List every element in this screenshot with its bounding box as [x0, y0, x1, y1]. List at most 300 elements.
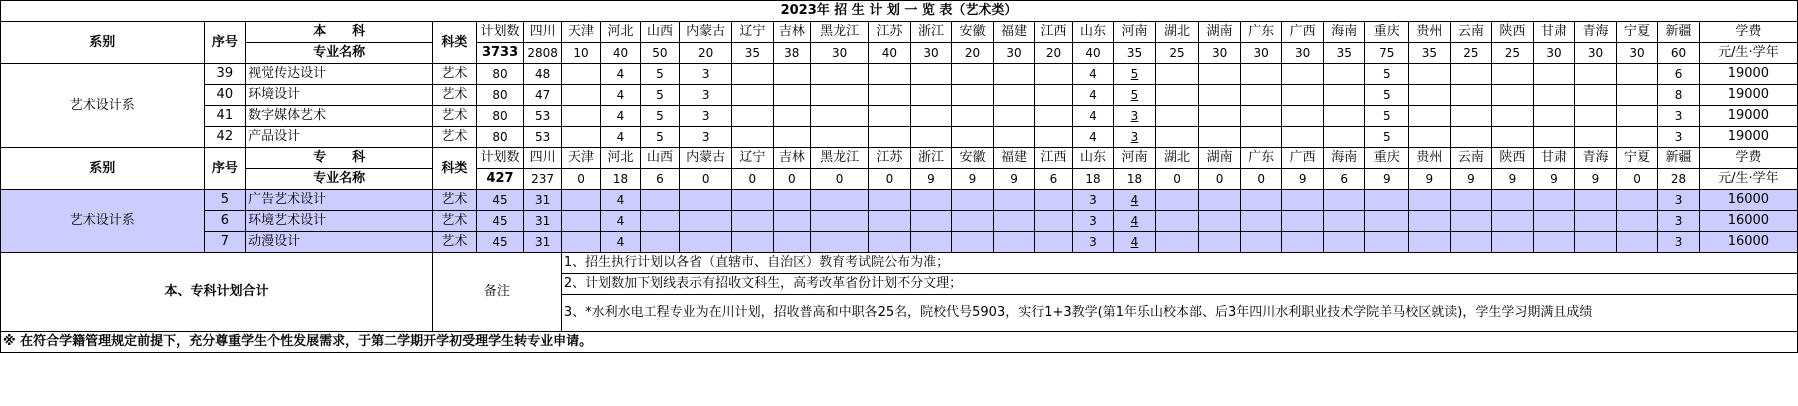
plan-cell	[1533, 127, 1575, 148]
plan-cell	[993, 64, 1035, 85]
total-cell: 0	[732, 169, 774, 190]
total-cell: 9	[952, 169, 994, 190]
plan-cell	[1492, 106, 1534, 127]
plan-cell	[1323, 190, 1365, 211]
total-cell: 18	[1114, 169, 1156, 190]
plan-cell	[910, 211, 952, 232]
category-cell: 艺术	[433, 106, 477, 127]
total-cell: 237	[524, 169, 561, 190]
province-header: 安徽	[952, 22, 994, 43]
bachelor-band-header: 本 科	[246, 22, 433, 43]
province-header: 浙江	[910, 22, 952, 43]
plan-cell	[811, 64, 869, 85]
plan-cell: 3	[1658, 190, 1700, 211]
plan-cell	[1323, 127, 1365, 148]
plan-cell	[1450, 64, 1492, 85]
department-cell: 艺术设计系	[1, 190, 205, 253]
seq-cell: 39	[204, 64, 246, 85]
total-cell: 0	[773, 169, 810, 190]
plan-cell	[1155, 127, 1199, 148]
total-cell: 30	[910, 43, 952, 64]
plan-cell: 4	[1072, 85, 1114, 106]
plan-cell	[1155, 211, 1199, 232]
plan-cell	[1199, 232, 1241, 253]
plan-cell	[1492, 232, 1534, 253]
plan-cell	[1616, 211, 1658, 232]
fee-cell: 16000	[1699, 211, 1797, 232]
plan-cell: 4	[601, 127, 640, 148]
major-name-cell: 数字媒体艺术	[246, 106, 433, 127]
province-header: 青海	[1575, 148, 1617, 169]
plan-cell	[869, 211, 911, 232]
total-cell: 25	[1492, 43, 1534, 64]
total-cell: 35	[1409, 43, 1451, 64]
plan-cell	[1035, 85, 1072, 106]
table-title: 2023年 招 生 计 划 一 览 表（艺术类）	[1, 1, 1798, 22]
plan-cell	[1155, 64, 1199, 85]
total-cell: 20	[1035, 43, 1072, 64]
category-header: 科类	[433, 22, 477, 64]
total-cell: 9	[1282, 169, 1324, 190]
province-header: 天津	[561, 22, 600, 43]
plan-cell: 4	[601, 211, 640, 232]
plan-cell: 8	[1658, 85, 1700, 106]
province-header: 内蒙古	[680, 22, 732, 43]
total-cell: 0	[1616, 169, 1658, 190]
plan-cell	[773, 232, 810, 253]
plan-cell: 4	[1114, 232, 1156, 253]
plan-cell	[1492, 211, 1534, 232]
province-header: 广东	[1240, 148, 1282, 169]
total-cell: 0	[1240, 169, 1282, 190]
plan-cell	[952, 106, 994, 127]
plan-cell	[952, 127, 994, 148]
total-cell: 18	[1072, 169, 1114, 190]
fee-cell: 19000	[1699, 64, 1797, 85]
total-cell: 0	[680, 169, 732, 190]
plan-cell	[811, 127, 869, 148]
table-row	[1, 85, 1798, 106]
province-header: 辽宁	[732, 22, 774, 43]
plan-cell: 3	[680, 127, 732, 148]
plan-count-header: 计划数	[476, 148, 524, 169]
plan-cell	[1155, 85, 1199, 106]
plan-cell: 3	[680, 85, 732, 106]
plan-cell	[1282, 232, 1324, 253]
total-cell: 35	[1114, 43, 1156, 64]
plan-cell	[680, 232, 732, 253]
plan-cell	[1240, 211, 1282, 232]
plan-cell	[1199, 64, 1241, 85]
total-cell: 38	[773, 43, 810, 64]
plan-cell	[1616, 127, 1658, 148]
province-header: 河南	[1114, 148, 1156, 169]
plan-cell: 3	[680, 106, 732, 127]
plan-cell	[1365, 190, 1409, 211]
plan-cell	[869, 85, 911, 106]
plan-cell	[1533, 211, 1575, 232]
plan-cell	[1155, 106, 1199, 127]
plan-cell	[869, 127, 911, 148]
plan-cell	[952, 232, 994, 253]
plan-cell: 5	[640, 127, 679, 148]
remarks-label: 备注	[433, 253, 562, 332]
plan-cell: 45	[476, 190, 524, 211]
total-cell: 6	[1035, 169, 1072, 190]
plan-cell: 80	[476, 85, 524, 106]
plan-cell	[1616, 106, 1658, 127]
plan-cell	[1409, 232, 1451, 253]
province-header: 广东	[1240, 22, 1282, 43]
total-cell: 20	[952, 43, 994, 64]
plan-cell	[1155, 232, 1199, 253]
plan-cell	[773, 127, 810, 148]
plan-cell: 5	[1365, 106, 1409, 127]
tuition-unit-header: 元/生·学年	[1699, 43, 1797, 64]
total-cell: 9	[993, 169, 1035, 190]
plan-cell: 80	[476, 127, 524, 148]
province-header: 重庆	[1365, 148, 1409, 169]
plan-cell: 4	[1072, 106, 1114, 127]
plan-cell	[561, 211, 600, 232]
plan-cell: 31	[524, 211, 561, 232]
plan-cell	[1155, 190, 1199, 211]
plan-cell: 4	[601, 232, 640, 253]
plan-cell	[1450, 106, 1492, 127]
province-header: 黑龙江	[811, 22, 869, 43]
plan-cell	[993, 232, 1035, 253]
province-header: 云南	[1450, 148, 1492, 169]
plan-cell: 4	[1114, 190, 1156, 211]
plan-cell	[952, 85, 994, 106]
province-header: 宁夏	[1616, 22, 1658, 43]
province-header: 湖北	[1155, 148, 1199, 169]
major-name-cell: 产品设计	[246, 127, 433, 148]
category-cell: 艺术	[433, 190, 477, 211]
plan-cell: 80	[476, 106, 524, 127]
plan-cell	[773, 190, 810, 211]
province-header: 湖南	[1199, 148, 1241, 169]
plan-cell	[1575, 127, 1617, 148]
table-row	[1, 127, 1798, 148]
province-header: 黑龙江	[811, 148, 869, 169]
plan-cell	[1533, 232, 1575, 253]
province-header: 宁夏	[1616, 148, 1658, 169]
plan-cell	[1282, 64, 1324, 85]
province-header: 吉林	[773, 22, 810, 43]
plan-cell	[811, 232, 869, 253]
total-cell: 35	[732, 43, 774, 64]
province-header: 河南	[1114, 22, 1156, 43]
province-header: 海南	[1323, 148, 1365, 169]
major-name-header: 专业名称	[246, 43, 433, 64]
plan-cell	[1199, 211, 1241, 232]
plan-cell	[869, 232, 911, 253]
total-cell: 30	[1575, 43, 1617, 64]
plan-cell	[811, 85, 869, 106]
plan-cell: 31	[524, 190, 561, 211]
plan-cell: 5	[640, 106, 679, 127]
department-header: 系别	[1, 148, 205, 190]
plan-cell: 45	[476, 232, 524, 253]
plan-cell: 5	[1365, 85, 1409, 106]
total-cell: 0	[561, 169, 600, 190]
total-cell: 30	[811, 43, 869, 64]
plan-cell	[952, 190, 994, 211]
plan-cell	[561, 106, 600, 127]
major-name-cell: 广告艺术设计	[246, 190, 433, 211]
province-header: 四川	[524, 22, 561, 43]
plan-cell: 5	[640, 85, 679, 106]
plan-cell	[1616, 64, 1658, 85]
plan-cell	[1533, 85, 1575, 106]
plan-cell	[1199, 127, 1241, 148]
province-header: 江西	[1035, 148, 1072, 169]
plan-cell: 5	[1365, 127, 1409, 148]
tuition-unit-header: 元/生·学年	[1699, 169, 1797, 190]
plan-cell	[1450, 232, 1492, 253]
total-cell: 3733	[476, 43, 524, 64]
plan-cell: 53	[524, 127, 561, 148]
total-cell: 0	[1199, 169, 1241, 190]
plan-cell	[1199, 190, 1241, 211]
plan-cell: 4	[601, 190, 640, 211]
plan-cell	[1240, 190, 1282, 211]
province-header: 新疆	[1658, 148, 1700, 169]
province-header: 贵州	[1409, 148, 1451, 169]
province-header: 云南	[1450, 22, 1492, 43]
plan-cell	[1035, 190, 1072, 211]
plan-cell: 53	[524, 106, 561, 127]
plan-cell: 4	[601, 64, 640, 85]
plan-cell: 3	[1114, 127, 1156, 148]
plan-cell	[910, 232, 952, 253]
plan-cell	[561, 127, 600, 148]
province-header: 山西	[640, 22, 679, 43]
plan-count-header: 计划数	[476, 22, 524, 43]
total-cell: 75	[1365, 43, 1409, 64]
plan-cell	[1616, 190, 1658, 211]
plan-cell	[993, 85, 1035, 106]
table-row	[1, 232, 1798, 253]
plan-cell	[1035, 127, 1072, 148]
plan-cell	[1282, 85, 1324, 106]
province-header: 河北	[601, 148, 640, 169]
total-cell: 2808	[524, 43, 561, 64]
total-cell: 30	[1282, 43, 1324, 64]
plan-cell: 3	[1072, 190, 1114, 211]
plan-cell: 4	[601, 106, 640, 127]
total-cell: 50	[640, 43, 679, 64]
footer-note: ※ 在符合学籍管理规定前提下，充分尊重学生个性发展需求，于第二学期开学初受理学生转专业申请。	[1, 332, 1798, 353]
plan-cell	[1575, 106, 1617, 127]
remark-note: 3、*水利水电工程专业为在川计划，招收普高和中职各25名，院校代号5903，实行1+3教学(第1年乐山校本部、后3年四川水利职业技术学院羊马校区就读)，学生学习期满且成绩	[561, 295, 1797, 332]
plan-cell	[869, 190, 911, 211]
plan-cell	[1199, 106, 1241, 127]
plan-cell	[1409, 127, 1451, 148]
seq-cell: 41	[204, 106, 246, 127]
plan-cell	[561, 64, 600, 85]
province-header: 山东	[1072, 148, 1114, 169]
total-cell: 30	[1533, 43, 1575, 64]
plan-cell	[1450, 85, 1492, 106]
plan-summary-label: 本、专科计划合计	[1, 253, 433, 332]
plan-cell: 47	[524, 85, 561, 106]
plan-cell: 4	[1072, 127, 1114, 148]
plan-cell	[1533, 190, 1575, 211]
plan-cell	[732, 64, 774, 85]
remark-note: 1、招生执行计划以各省（直辖市、自治区）教育考试院公布为准；	[561, 253, 1797, 274]
category-cell: 艺术	[433, 64, 477, 85]
major-name-cell: 环境艺术设计	[246, 211, 433, 232]
fee-cell: 19000	[1699, 106, 1797, 127]
province-header: 江苏	[869, 22, 911, 43]
plan-cell	[640, 232, 679, 253]
plan-cell	[1616, 232, 1658, 253]
plan-cell	[773, 64, 810, 85]
plan-cell: 3	[1658, 106, 1700, 127]
table-row	[1, 211, 1798, 232]
fee-cell: 19000	[1699, 127, 1797, 148]
plan-cell	[993, 190, 1035, 211]
plan-cell	[869, 64, 911, 85]
plan-cell	[993, 106, 1035, 127]
department-header: 系别	[1, 22, 205, 64]
province-header: 广西	[1282, 148, 1324, 169]
total-cell: 6	[640, 169, 679, 190]
seq-header: 序号	[204, 22, 246, 64]
plan-cell: 3	[1072, 232, 1114, 253]
plan-cell	[732, 106, 774, 127]
province-header: 江苏	[869, 148, 911, 169]
total-cell: 9	[1365, 169, 1409, 190]
province-header: 贵州	[1409, 22, 1451, 43]
province-header: 青海	[1575, 22, 1617, 43]
province-header: 甘肃	[1533, 22, 1575, 43]
remark-note: 2、计划数加下划线表示有招收文科生，高考改革省份计划不分文理；	[561, 274, 1797, 295]
seq-cell: 5	[204, 190, 246, 211]
plan-cell	[1533, 106, 1575, 127]
plan-cell	[1409, 190, 1451, 211]
total-cell: 18	[601, 169, 640, 190]
seq-cell: 7	[204, 232, 246, 253]
plan-cell: 3	[680, 64, 732, 85]
department-cell: 艺术设计系	[1, 64, 205, 148]
plan-cell	[1575, 64, 1617, 85]
total-cell: 6	[1323, 169, 1365, 190]
category-cell: 艺术	[433, 211, 477, 232]
plan-cell	[1409, 64, 1451, 85]
total-cell: 0	[811, 169, 869, 190]
plan-cell	[1035, 64, 1072, 85]
plan-cell: 3	[1114, 106, 1156, 127]
plan-cell: 48	[524, 64, 561, 85]
total-cell: 9	[1575, 169, 1617, 190]
table-row	[1, 64, 1798, 85]
total-cell: 30	[1240, 43, 1282, 64]
plan-cell	[1409, 211, 1451, 232]
province-header: 新疆	[1658, 22, 1700, 43]
category-cell: 艺术	[433, 85, 477, 106]
plan-cell	[910, 85, 952, 106]
total-cell: 40	[601, 43, 640, 64]
category-cell: 艺术	[433, 232, 477, 253]
plan-cell	[1492, 127, 1534, 148]
province-header: 福建	[993, 22, 1035, 43]
plan-cell	[1365, 232, 1409, 253]
province-header: 内蒙古	[680, 148, 732, 169]
plan-cell	[773, 106, 810, 127]
fee-cell: 16000	[1699, 190, 1797, 211]
plan-cell	[561, 85, 600, 106]
plan-cell	[732, 211, 774, 232]
plan-cell	[1492, 85, 1534, 106]
plan-cell	[561, 190, 600, 211]
total-cell: 0	[869, 169, 911, 190]
total-cell: 60	[1658, 43, 1700, 64]
plan-cell	[1035, 211, 1072, 232]
total-cell: 9	[910, 169, 952, 190]
seq-cell: 6	[204, 211, 246, 232]
major-name-cell: 视觉传达设计	[246, 64, 433, 85]
plan-cell	[640, 190, 679, 211]
total-cell: 25	[1155, 43, 1199, 64]
province-header: 广西	[1282, 22, 1324, 43]
province-header: 天津	[561, 148, 600, 169]
plan-cell: 4	[601, 85, 640, 106]
category-cell: 艺术	[433, 127, 477, 148]
plan-cell	[1240, 232, 1282, 253]
plan-cell	[1323, 106, 1365, 127]
plan-cell: 5	[1114, 85, 1156, 106]
plan-cell	[1533, 64, 1575, 85]
total-cell: 9	[1492, 169, 1534, 190]
plan-cell	[1035, 232, 1072, 253]
province-header: 海南	[1323, 22, 1365, 43]
plan-cell: 45	[476, 211, 524, 232]
province-header: 吉林	[773, 148, 810, 169]
province-header: 湖北	[1155, 22, 1199, 43]
province-header: 山东	[1072, 22, 1114, 43]
plan-cell	[811, 106, 869, 127]
plan-cell	[1409, 85, 1451, 106]
province-header: 甘肃	[1533, 148, 1575, 169]
tuition-header: 学费	[1699, 148, 1797, 169]
plan-cell: 80	[476, 64, 524, 85]
province-header: 陕西	[1492, 22, 1534, 43]
fee-cell: 19000	[1699, 85, 1797, 106]
plan-cell	[1323, 232, 1365, 253]
plan-cell	[1282, 127, 1324, 148]
plan-cell	[993, 127, 1035, 148]
plan-cell: 6	[1658, 64, 1700, 85]
plan-cell	[1492, 190, 1534, 211]
province-header: 浙江	[910, 148, 952, 169]
category-header: 科类	[433, 148, 477, 190]
total-cell: 28	[1658, 169, 1700, 190]
plan-cell	[1450, 190, 1492, 211]
plan-cell: 3	[1658, 211, 1700, 232]
plan-cell	[811, 190, 869, 211]
plan-cell	[680, 211, 732, 232]
plan-cell: 3	[1072, 211, 1114, 232]
province-header: 河北	[601, 22, 640, 43]
plan-cell	[1240, 85, 1282, 106]
plan-cell	[1450, 211, 1492, 232]
total-cell: 30	[993, 43, 1035, 64]
tuition-header: 学费	[1699, 22, 1797, 43]
major-name-cell: 动漫设计	[246, 232, 433, 253]
